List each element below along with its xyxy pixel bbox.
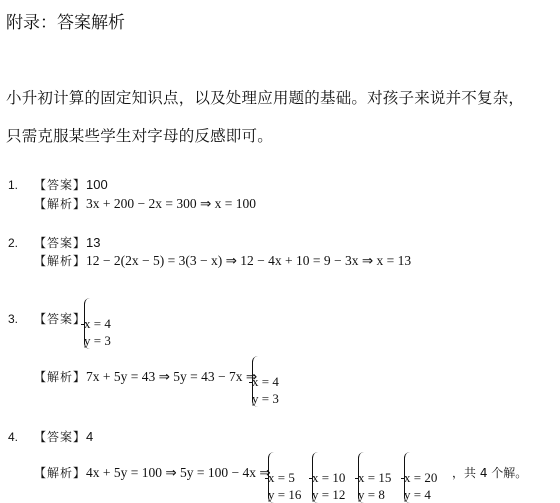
item-3-answer-label <box>34 308 86 327</box>
item-2-number: 2. <box>8 236 19 250</box>
system-row: x = 4 <box>84 316 111 331</box>
system-row: x = 5 <box>268 470 295 485</box>
item-4-answer <box>34 426 93 445</box>
item-2-analysis <box>34 250 411 269</box>
intro-line-2: 只需克服某些学生对字母的反感即可。 <box>6 127 273 145</box>
brace <box>268 452 274 503</box>
answer-label: 【答案】 <box>34 430 87 444</box>
system-row: y = 4 <box>404 487 431 502</box>
system-row: x = 20 <box>404 470 438 485</box>
item-4-number: 4. <box>8 430 19 444</box>
answer-label: 【答案】 <box>34 178 87 192</box>
page-title: 附录：答案解析 <box>6 13 125 33</box>
analysis-formula: 3x + 200 − 2x = 300 ⇒ x = 100 <box>86 196 257 211</box>
analysis-formula: 7x + 5y = 43 ⇒ 5y = 43 − 7x ⇒ <box>86 369 258 384</box>
analysis-formula: 4x + 5y = 100 ⇒ 5y = 100 − 4x ⇒ <box>86 465 271 480</box>
system-row: y = 8 <box>358 487 385 502</box>
answer-label: 【答案】 <box>34 236 87 250</box>
answer-value: 100 <box>86 177 108 192</box>
item-3-answer-system <box>84 298 111 349</box>
intro-line-1: 小升初计算的固定知识点，以及处理应用题的基础。对孩子来说并不复杂， <box>6 89 525 107</box>
analysis-formula: 12 − 2(2x − 5) = 3(3 − x) ⇒ 12 − 4x + 10 = 9 − 3x ⇒ x = 13 <box>86 253 412 268</box>
answer-label: 【答案】 <box>34 312 87 326</box>
system-row: y = 3 <box>252 391 279 406</box>
item-3-analysis-system <box>252 356 279 407</box>
analysis-label: 【解析】 <box>34 466 87 480</box>
brace <box>358 452 364 503</box>
system-row: x = 15 <box>358 470 392 485</box>
system-row: y = 12 <box>312 487 346 502</box>
item-2-answer <box>34 232 100 251</box>
brace <box>252 356 258 407</box>
solution-4 <box>404 452 437 503</box>
item-3-analysis <box>34 366 257 385</box>
system-row: x = 4 <box>252 374 279 389</box>
system-row: y = 16 <box>268 487 302 502</box>
system-row: y = 3 <box>84 333 111 348</box>
brace <box>404 452 410 503</box>
item-3-number: 3. <box>8 312 19 326</box>
brace <box>84 298 90 349</box>
solution-count-text: ，共 4 个解。 <box>452 466 528 480</box>
item-1-number: 1. <box>8 178 19 192</box>
analysis-label: 【解析】 <box>34 370 87 384</box>
system-row: x = 10 <box>312 470 346 485</box>
solution-3 <box>358 452 391 503</box>
solution-2 <box>312 452 345 503</box>
analysis-label: 【解析】 <box>34 197 87 211</box>
answer-value: 4 <box>86 429 94 444</box>
brace <box>312 452 318 503</box>
solution-1 <box>268 452 301 503</box>
item-1-answer <box>34 174 108 193</box>
analysis-label: 【解析】 <box>34 254 87 268</box>
item-1-analysis <box>34 193 256 212</box>
item-4-analysis <box>34 462 271 481</box>
answer-value: 13 <box>86 235 101 250</box>
